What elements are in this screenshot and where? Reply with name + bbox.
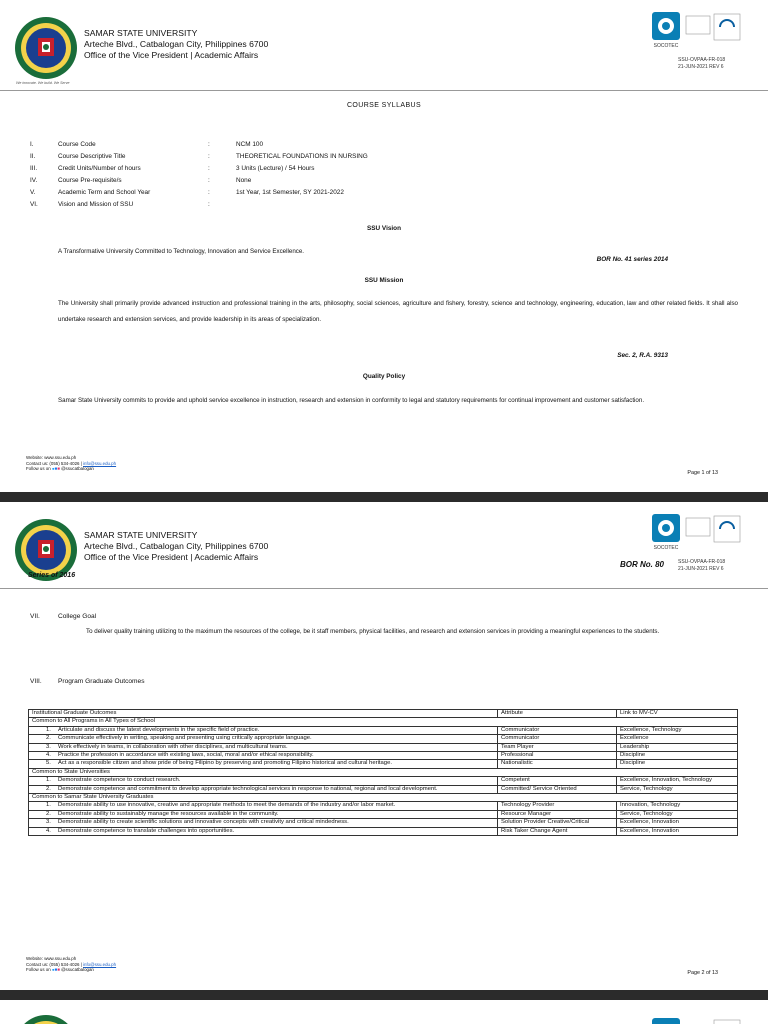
- row-label: Credit Units/Number of hours: [58, 165, 141, 172]
- form-revision-date: 21-JUN-2021 REV 6: [678, 63, 724, 70]
- graduate-outcomes-table: [28, 709, 738, 836]
- row-colon: :: [208, 153, 210, 160]
- group-row: [29, 794, 738, 802]
- link-cell: Excellence: [617, 735, 738, 743]
- letterhead-text: [84, 28, 268, 61]
- row-label: Vision and Mission of SSU: [58, 201, 134, 208]
- group-label: Common to All Programs in All Types of School: [29, 718, 738, 726]
- university-seal-icon: [14, 1014, 78, 1024]
- certification-badge-icon: [650, 10, 742, 50]
- header-divider: [0, 588, 768, 589]
- item-number: 3.: [46, 819, 51, 826]
- quality-policy-text: Samar State University commits to provide and uphold service excellence in instruction, research and extension in conformity to legal and statutory requirements for continual improvement and customer satisfaction.: [58, 397, 645, 404]
- table-header-row: [29, 710, 738, 718]
- item-number: 4.: [46, 827, 51, 834]
- header-cell: Link to MV-CV: [617, 710, 738, 718]
- group-label: Common to Samar State University Graduates: [29, 794, 738, 802]
- row-number: II.: [30, 153, 36, 160]
- facebook-icon[interactable]: ■: [54, 967, 58, 973]
- section-title: Program Graduate Outcomes: [58, 678, 145, 685]
- row-value: 1st Year, 1st Semester, SY 2021-2022: [236, 189, 344, 196]
- link-cell: Service, Technology: [617, 810, 738, 818]
- university-name: SAMAR STATE UNIVERSITY: [84, 28, 198, 38]
- college-goal-text: To deliver quality training utilizing to the maximum the resources of the college, be it staff members, physical facilities, and research and extension services in providing a meaningful experiences to the students.: [86, 628, 660, 635]
- mission-text: The University shall primarily provide advanced instruction and professional training in the arts, philosophy, social sciences, agriculture and fishery, forestry, science and technology, engineering, education, law and other related fields. It shall also undertake research and extension services, and provide leadership in its areas of specialization.: [58, 300, 738, 323]
- attribute-cell: Solution Provider Creative/Critical: [498, 819, 617, 827]
- group-row: [29, 768, 738, 776]
- row-value: 3 Units (Lecture) / 54 Hours: [236, 165, 315, 172]
- table-row: [29, 819, 738, 827]
- row-label: Course Code: [58, 141, 96, 148]
- item-number: 2.: [46, 735, 51, 742]
- page-title: COURSE SYLLABUS: [346, 102, 422, 109]
- university-address: Arteche Blvd., Catbalogan City, Philippines 6700: [84, 39, 269, 49]
- row-colon: :: [208, 189, 210, 196]
- quality-policy-heading: Quality Policy: [362, 373, 406, 380]
- footer-handle: @ssucatbalogan: [61, 466, 94, 472]
- table-row: [29, 802, 738, 810]
- table-row: [29, 810, 738, 818]
- university-seal-icon: [14, 16, 78, 80]
- social-icons[interactable]: ●: [51, 466, 55, 472]
- table-row: [29, 752, 738, 760]
- table-row: [29, 726, 738, 734]
- row-colon: :: [208, 165, 210, 172]
- item-number: 1.: [46, 726, 51, 733]
- row-colon: :: [208, 201, 210, 208]
- table-row: [29, 777, 738, 785]
- header-cell: Attribute: [498, 710, 617, 718]
- university-name: SAMAR STATE UNIVERSITY: [84, 530, 198, 540]
- footer-handle: @ssucatbalogan: [61, 967, 94, 973]
- row-value: None: [236, 177, 252, 184]
- attribute-cell: Team Player: [498, 743, 617, 751]
- cert-label: SOCOTEC: [653, 545, 679, 551]
- vision-citation: BOR No. 41 series 2014: [596, 256, 668, 263]
- overlapping-series-text: Series of 2016: [28, 572, 76, 579]
- header-cell: Institutional Graduate Outcomes: [29, 710, 498, 718]
- item-number: 5.: [46, 760, 51, 767]
- twitter-icon[interactable]: ●: [51, 967, 55, 973]
- page-number: Page 1 of 13: [687, 470, 718, 476]
- row-label: Course Pre-requisite/s: [58, 177, 122, 184]
- footer-website: Website: www.ssu.edu.ph: [26, 455, 77, 460]
- attribute-cell: Technology Provider: [498, 802, 617, 810]
- outcome-text: Demonstrate competence and commitment to develop appropriate technological services in response to national, regional and local development.: [58, 785, 438, 792]
- document-page-2: [0, 502, 768, 990]
- form-code: [678, 57, 725, 70]
- university-address: Arteche Blvd., Catbalogan City, Philippines 6700: [84, 541, 269, 551]
- attribute-cell: Competent: [498, 777, 617, 785]
- instagram-icon[interactable]: ■: [57, 967, 60, 973]
- footer-social: [26, 466, 116, 472]
- group-label: Common to State Universities: [29, 768, 738, 776]
- table-row: [29, 827, 738, 835]
- page-footer: [26, 956, 116, 973]
- outcome-text: Act as a responsible citizen and show pride of being Filipino by preserving and promoting Filipino historical and cultural heritage.: [58, 760, 392, 767]
- university-tagline: We innovate. We build. We Serve: [16, 81, 70, 85]
- footer-website: Website: www.ssu.edu.ph: [26, 956, 77, 961]
- overlapping-bor-citation: BOR No. 80: [620, 560, 665, 569]
- document-page-3-partial: [0, 1000, 768, 1024]
- certification-badge-icon: [650, 512, 742, 552]
- course-info-row: [30, 189, 670, 198]
- vision-heading: SSU Vision: [367, 225, 401, 232]
- attribute-cell: Risk Taker Change Agent: [498, 827, 617, 835]
- outcome-text: Communicate effectively in writing, speaking and presenting using critically appropriate language.: [58, 735, 312, 742]
- outcome-text: Articulate and discuss the latest developments in the specific field of practice.: [58, 726, 260, 733]
- outcome-text: Demonstrate ability to sustainably manage the resources available in the community.: [58, 810, 279, 817]
- group-row: [29, 718, 738, 726]
- row-number: III.: [30, 165, 38, 172]
- item-number: 4.: [46, 752, 51, 759]
- outcome-text: Demonstrate competence to conduct research.: [58, 777, 181, 784]
- section-number: VIII.: [30, 678, 42, 685]
- attribute-cell: Nationalistic: [498, 760, 617, 768]
- footer-email-link[interactable]: info@ssu.edu.ph: [83, 460, 117, 466]
- mission-heading: SSU Mission: [364, 277, 404, 284]
- item-number: 2.: [46, 810, 51, 817]
- link-cell: Leadership: [617, 743, 738, 751]
- table-row: [29, 735, 738, 743]
- course-info-row: [30, 165, 670, 174]
- course-info-row: [30, 201, 670, 210]
- link-cell: Discipline: [617, 752, 738, 760]
- row-number: IV.: [30, 177, 38, 184]
- row-value: THEORETICAL FOUNDATIONS IN NURSING: [236, 153, 368, 160]
- footer-phone: Contact us: (055) 534-4026 |: [26, 961, 84, 967]
- item-number: 3.: [46, 743, 51, 750]
- form-code-number: SSU-OVPAA-FR-018: [678, 559, 726, 565]
- attribute-cell: Communicator: [498, 726, 617, 734]
- row-value: NCM 100: [236, 141, 263, 148]
- row-label: Course Descriptive Title: [58, 153, 126, 160]
- outcome-text: Demonstrate ability to use innovative, creative and appropriate methods to meet the demands of the industry and/or labor market.: [58, 802, 396, 809]
- attribute-cell: Communicator: [498, 735, 617, 743]
- outcome-text: Practice the profession in accordance with existing laws, social, moral and/or ethical responsibility.: [58, 752, 314, 759]
- page-footer: [26, 455, 116, 472]
- section-number: VII.: [30, 613, 40, 620]
- table-row: [29, 785, 738, 793]
- document-page-1: [0, 0, 768, 492]
- form-code: [678, 559, 725, 572]
- attribute-cell: Committed/ Service Oriented: [498, 785, 617, 793]
- outcome-text: Demonstrate competence to translate challenges into opportunities.: [58, 827, 235, 834]
- course-info-row: [30, 153, 670, 162]
- row-number: VI.: [30, 201, 38, 208]
- row-colon: :: [208, 141, 210, 148]
- link-cell: Excellence, Innovation, Technology: [617, 777, 738, 785]
- footer-follow-label: Follow us on: [26, 967, 51, 973]
- table-row: [29, 760, 738, 768]
- header-divider: [0, 90, 768, 91]
- course-info-row: [30, 141, 670, 150]
- table-row: [29, 743, 738, 751]
- outcome-text: Demonstrate ability to create scientific solutions and innovative concepts with creativity and critical mindedness.: [58, 819, 349, 826]
- item-number: 2.: [46, 785, 51, 792]
- cert-label: SOCOTEC: [653, 43, 679, 49]
- form-code-number: SSU-OVPAA-FR-018: [678, 57, 726, 63]
- row-label: Academic Term and School Year: [58, 189, 151, 196]
- link-cell: Discipline: [617, 760, 738, 768]
- row-colon: :: [208, 177, 210, 184]
- item-number: 1.: [46, 777, 51, 784]
- facebook-icon[interactable]: ■: [54, 466, 58, 472]
- certification-badge-icon: [650, 1016, 742, 1024]
- footer-email-link[interactable]: info@ssu.edu.ph: [83, 961, 117, 967]
- course-info-row: [30, 177, 670, 186]
- instagram-icon[interactable]: ■: [57, 466, 60, 472]
- attribute-cell: Resource Manager: [498, 810, 617, 818]
- link-cell: Excellence, Technology: [617, 726, 738, 734]
- footer-social: [26, 967, 116, 973]
- letterhead-text: [84, 530, 268, 563]
- item-number: 1.: [46, 802, 51, 809]
- mission-citation: Sec. 2, R.A. 9313: [617, 352, 668, 359]
- link-cell: Innovation, Technology: [617, 802, 738, 810]
- link-cell: Excellence, Innovation: [617, 827, 738, 835]
- form-revision-date: 21-JUN-2021 REV 6: [678, 565, 724, 572]
- footer-phone: Contact us: (055) 534-4026 |: [26, 460, 84, 466]
- outcome-text: Work effectively in teams, in collaboration with other disciplines, and multicultural teams.: [58, 743, 288, 750]
- office-name: Office of the Vice President | Academic Affairs: [84, 50, 259, 60]
- link-cell: Excellence, Innovation: [617, 819, 738, 827]
- page-number: Page 2 of 13: [687, 970, 718, 976]
- link-cell: Service, Technology: [617, 785, 738, 793]
- row-number: V.: [30, 189, 36, 196]
- footer-follow-label: Follow us on: [26, 466, 51, 472]
- section-title: College Goal: [58, 613, 97, 620]
- row-number: I.: [30, 141, 34, 148]
- vision-text: A Transformative University Committed to Technology, Innovation and Service Excellence.: [58, 248, 305, 255]
- office-name: Office of the Vice President | Academic Affairs: [84, 552, 259, 562]
- attribute-cell: Professional: [498, 752, 617, 760]
